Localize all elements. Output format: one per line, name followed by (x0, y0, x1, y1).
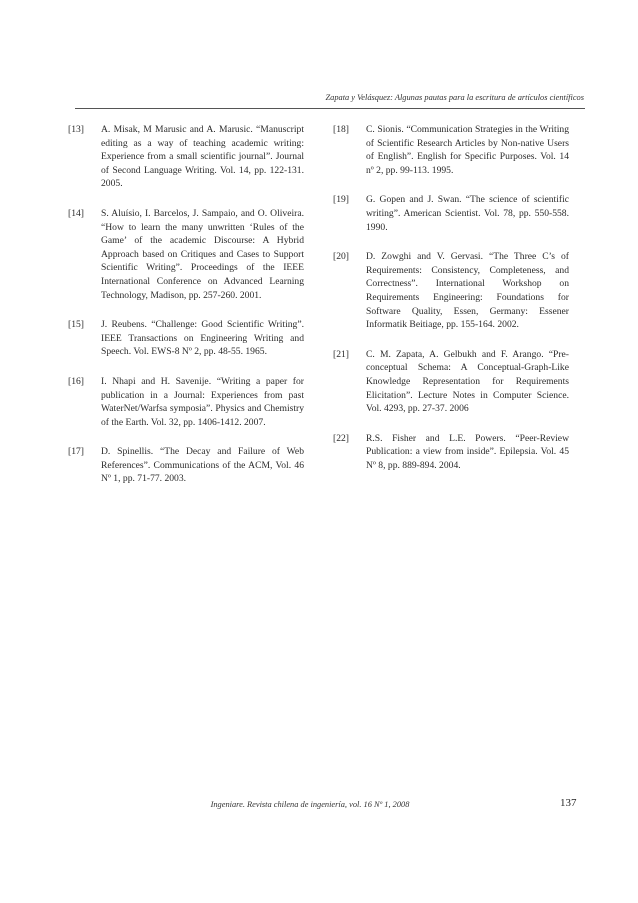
reference-22 (333, 432, 569, 473)
reference-text: D. Spinellis. “The Decay and Failure of Web References”. Communications of the ACM, Vol. 46 Nº 1, pp. 71-77. 2003. (101, 446, 304, 485)
header-rule (75, 108, 585, 109)
page-number: 137 (560, 797, 577, 809)
reference-number: [21] (333, 348, 349, 360)
reference-text: I. Nhapi and H. Savenije. “Writing a paper for publication in a Journal: Experiences from past WaterNet/Warfsa symposia”. Physics and Chemistry of the Earth. Vol. 32, pp. 1406-1412. 2007. (101, 375, 304, 428)
reference-number: [13] (68, 124, 84, 135)
reference-number: [16] (68, 375, 84, 387)
reference-19 (333, 193, 569, 234)
reference-text: A. Misak, M Marusic and A. Marusic. “Manuscript editing as a way of teaching academic writing: Experience from a small scientific journal”. Journal of Second Language Writing. Vol. 14, pp. 122-131. 2005. (101, 124, 304, 190)
reference-text: G. Gopen and J. Swan. “The science of scientific writing”. American Scientist. Vol. 78, pp. 550-558. 1990. (366, 194, 569, 233)
reference-number: [15] (68, 319, 84, 331)
reference-18 (333, 123, 569, 177)
reference-text: S. Aluísio, I. Barcelos, J. Sampaio, and O. Oliveira. “How to learn the many unwritten ‘Rules of the Game’ of the academic Discourse: A Hybrid Approach based on Critiques and Cases to Support Scientific Writing”. Proceedings of the IEEE International Conference on Advanced Learning Technology, Madison, pp. 257-260. 2001. (101, 207, 304, 301)
reference-text: C. Sionis. “Communication Strategies in the Writing of Scientific Research Articles by Non-native Users of English”. English for Specific Purposes. Vol. 14 nº 2, pp. 99-113. 1995. (366, 124, 569, 176)
reference-20 (333, 250, 569, 332)
reference-number: [19] (333, 194, 349, 206)
footer-journal-citation: Ingeniare. Revista chilena de ingeniería, vol. 16 Nº 1, 2008 (210, 800, 410, 809)
reference-17 (68, 445, 304, 486)
reference-15 (68, 318, 304, 359)
reference-number: [20] (333, 251, 349, 263)
reference-text: D. Zowghi and V. Gervasi. “The Three C’s of Requirements: Consistency, Completeness, and Correctness”. International Workshop on Requirements Engineering: Foundations for Software Quality, Essen, Germany: Essener Informatik Beitiage, pp. 155-164. 2002. (366, 251, 569, 331)
reference-number: [18] (333, 124, 349, 135)
reference-number: [17] (68, 446, 84, 458)
references-right-column (333, 123, 569, 488)
reference-number: [14] (68, 207, 84, 219)
reference-13 (68, 123, 304, 191)
reference-21 (333, 348, 569, 416)
reference-text: J. Reubens. “Challenge: Good Scientific Writing”. IEEE Transactions on Engineering Writing and Speech. Vol. EWS-8 Nº 2, pp. 48-55. 1965. (101, 319, 304, 358)
reference-number: [22] (333, 432, 349, 444)
reference-text: C. M. Zapata, A. Gelbukh and F. Arango. “Pre-conceptual Schema: A Conceptual-Graph-Like Knowledge Representation for Requirements Elicitation”. Lecture Notes in Computer Science. Vol. 4293, pp. 27-37. 2006 (366, 348, 569, 415)
reference-text: R.S. Fisher and L.E. Powers. “Peer-Review Publication: a view from inside”. Epilepsia. Vol. 45 Nº 8, pp. 889-894. 2004. (366, 432, 569, 471)
reference-14 (68, 207, 304, 302)
running-title: Zapata y Velásquez: Algunas pautas para la escritura de artículos científicos (325, 93, 584, 102)
references-left-column (68, 123, 304, 502)
reference-16 (68, 375, 304, 429)
